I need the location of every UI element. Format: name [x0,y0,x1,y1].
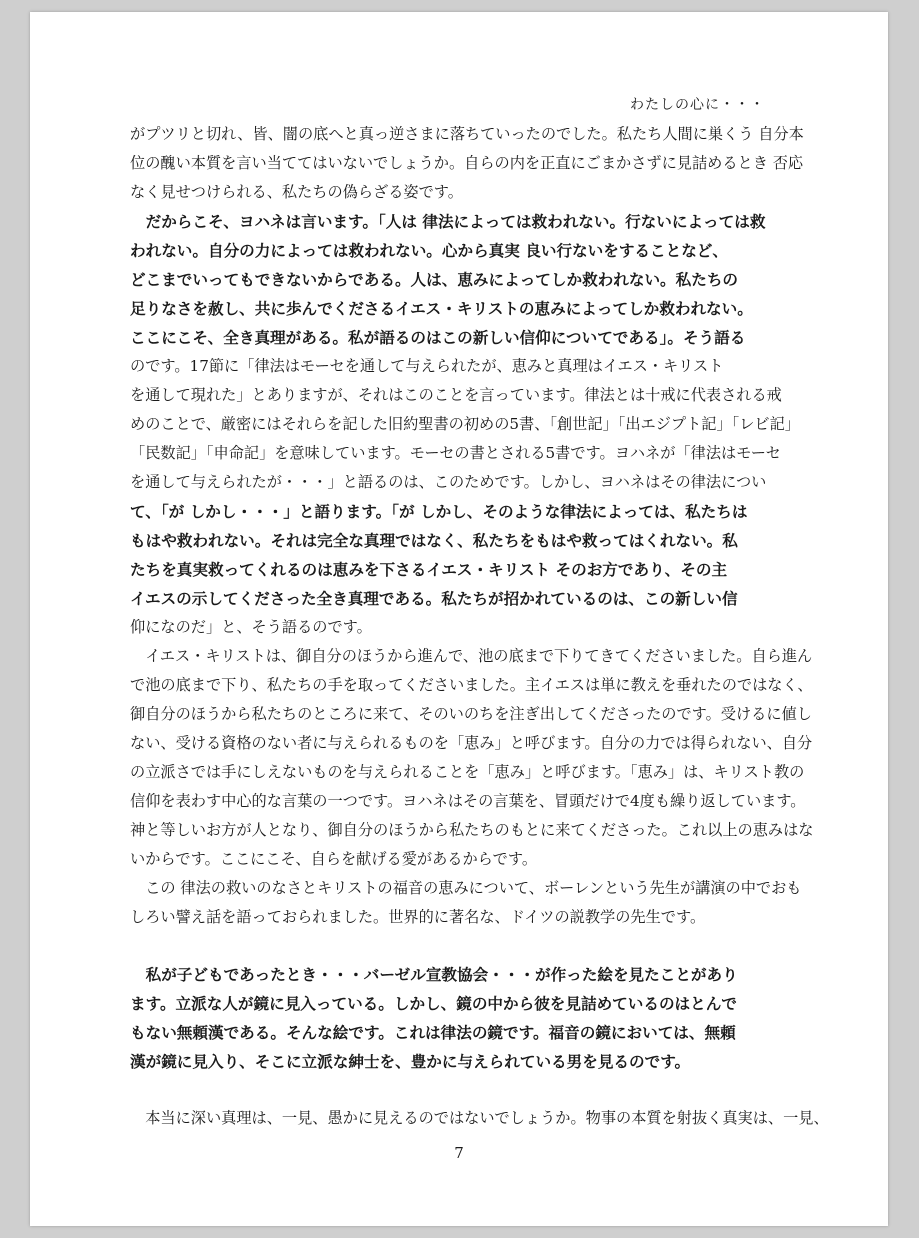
text-line: もない無頼漢である。そんな絵です。これは律法の鏡です。福音の鏡においては、無頼 [130,1023,736,1042]
text-line: 御自分のほうから私たちのところに来て、そのいのちを注ぎ出してくださったのです。受けるに値し [130,705,812,723]
text-line: ここにこそ、全き真理がある。私が語るのはこの新しい信仰についてである」。そう語る [130,328,746,347]
text-line: のです。17節に「律法はモーセを通して与えられたが、恵みと真理はイエス・キリスト [130,357,724,375]
page-number: 7 [454,1144,464,1162]
text-line: 仰になのだ」と、そう語るのです。 [130,618,372,636]
text-line: どこまでいってもできないからである。人は、恵みによってしか救われない。私たちの [130,270,739,289]
text-line: いからです。ここにこそ、自らを献げる愛があるからです。 [130,850,538,868]
page-body-text [130,120,829,1133]
text-line: われない。自分の力によっては救われない。心から真実 良い行ないをすることなど、 [130,241,728,260]
text-line: 私が子どもであったとき・・・バーゼル宣教協会・・・が作った絵を見たことがあり [130,965,738,984]
text-line: て、「が しかし・・・」と語ります。「が しかし、そのような律法によっては、私たちは [130,502,748,521]
text-line: めのことで、厳密にはそれらを記した旧約聖書の初めの5書、「創世記」「出エジプト記」「レビ記」 [130,415,800,433]
paragraph-gap [130,1076,790,1104]
text-line: たちを真実救ってくれるのは恵みを下さるイエス・キリスト そのお方であり、その主 [130,560,728,579]
text-line: イエスの示してくださった全き真理である。私たちが招かれているのは、この新しい信 [130,589,738,608]
text-line: しろい譬え話を語っておられました。世界的に著名な、ドイツの説教学の先生です。 [130,908,706,926]
text-line: で池の底まで下り、私たちの手を取ってくださいました。主イエスは単に教えを垂れたのではなく、 [130,676,813,694]
text-line: 足りなさを赦し、共に歩んでくださるイエス・キリストの恵みによってしか救われない。 [130,299,753,318]
text-line: を通して現れた」とありますが、それはこのことを言っています。律法とは十戒に代表される戒 [130,386,782,404]
text-line: 神と等しいお方が人となり、御自分のほうから私たちのもとに来てくださった。これ以上の恵みはな [130,821,814,839]
text-line: の立派さでは手にしえないものを与えられることを「恵み」と呼びます。「恵み」は、キリスト教の [130,763,805,781]
text-line: がプツリと切れ、皆、闇の底へと真っ逆さまに落ちていったのでした。私たち人間に巣くう 自分本 [130,125,804,143]
text-line: 漢が鏡に見入り、そこに立派な紳士を、豊かに与えられている男を見るのです。 [130,1052,691,1071]
text-line: ない、受ける資格のない者に与えられるものを「恵み」と呼びます。自分の力では得られない、自分 [130,734,813,752]
document-page [30,12,888,1226]
text-line: なく見せつけられる、私たちの偽らざる姿です。 [130,183,463,201]
text-line: 「民数記」「申命記」を意味しています。モーセの書とされる5書です。ヨハネが「律法はモーセ [130,444,781,462]
text-line: イエス・キリストは、御自分のほうから進んで、池の底まで下りてきてくださいました。自ら進ん [130,647,813,665]
running-header: わたしの心に・・・ [630,97,765,113]
text-line: 本当に深い真理は、一見、愚かに見えるのではないでしょうか。物事の本質を射抜く真実は、一見、 [130,1109,829,1127]
text-line: 信仰を表わす中心的な言葉の一つです。ヨハネはその言葉を、冒頭だけで4度も繰り返しています。 [130,792,806,810]
paragraph-gap [130,932,790,960]
text-line: 位の醜い本質を言い当ててはいないでしょうか。自らの内を正直にごまかさずに見詰めるとき 否応 [130,154,804,172]
text-line: この 律法の救いのなさとキリストの福音の恵みについて、ボーレンという先生が講演の中でおも [130,879,802,897]
text-line: を通して与えられたが・・・」と語るのは、このためです。しかし、ヨハネはその律法につい [130,473,767,491]
text-line: もはや救われない。それは完全な真理ではなく、私たちをもはや救ってはくれない。私 [130,531,738,550]
text-line: ます。立派な人が鏡に見入っている。しかし、鏡の中から彼を見詰めているのはとんで [130,994,737,1013]
text-line: だからこそ、ヨハネは言います。「人は 律法によっては救われない。行ないによっては救 [130,212,766,231]
